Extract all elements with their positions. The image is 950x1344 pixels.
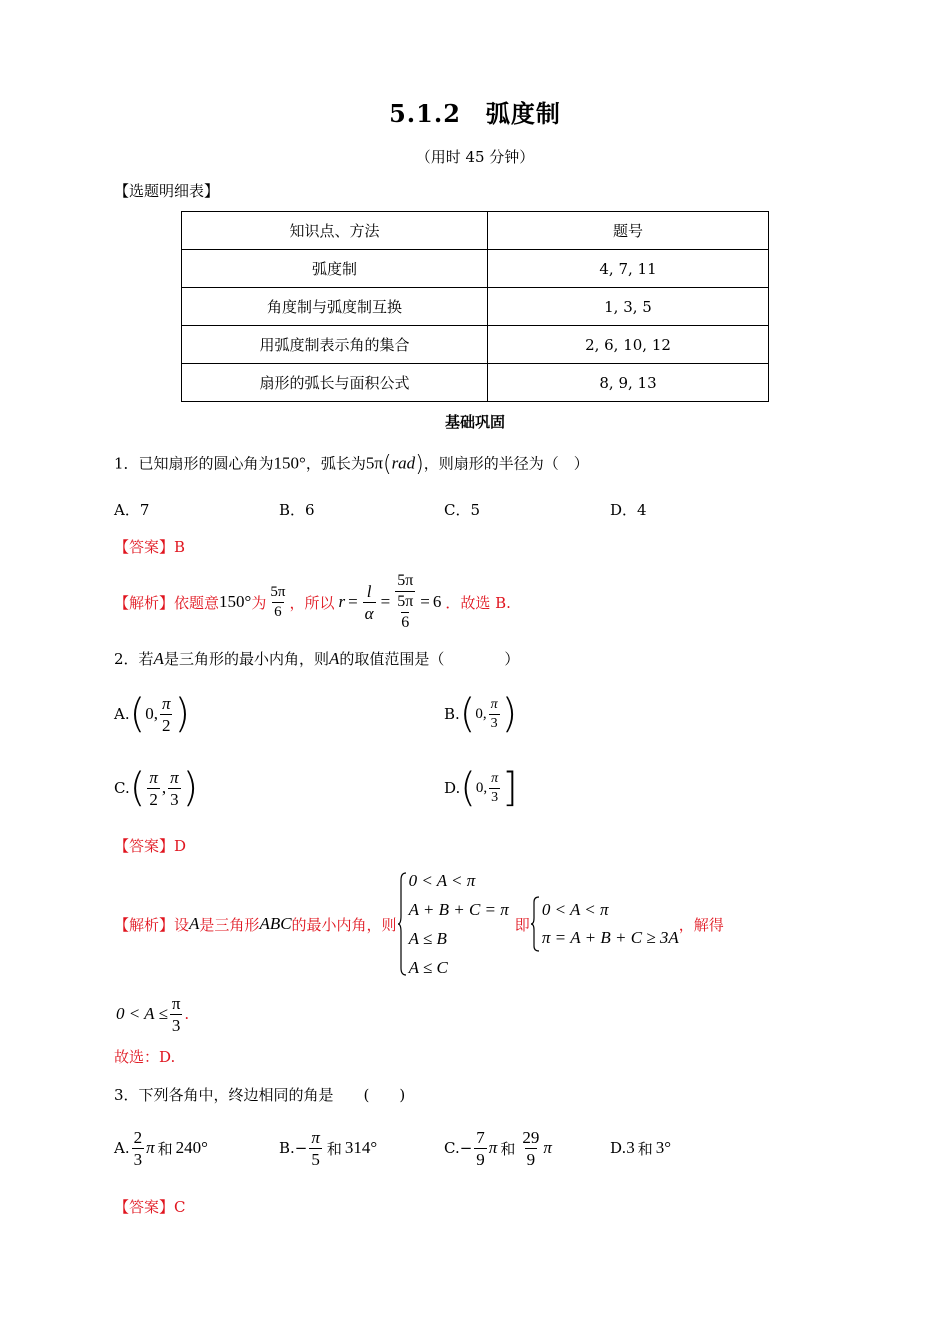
q3-option-b [279, 1124, 377, 1172]
q3-option-d [610, 1124, 671, 1172]
table-row [182, 250, 769, 288]
answer-value: D [174, 837, 187, 855]
q1-option-b: B．6 [279, 501, 315, 519]
option-label: B. [444, 705, 460, 723]
table-header-cell: 知识点、方法 [182, 212, 488, 250]
time-note: （用时 45 分钟） [415, 148, 535, 166]
q2-analysis-text: 设 [174, 915, 190, 934]
inner-numerator: 5π [397, 593, 414, 610]
table-cell: 2, 6, 10, 12 [488, 326, 769, 364]
q1-angle: 150° [273, 453, 306, 473]
table-header-cell: 题号 [488, 212, 769, 250]
answer-value: C [174, 1198, 186, 1216]
equals: = [420, 592, 430, 611]
numerator: 5π [397, 572, 414, 589]
q2-option-b: B. ( 0, $\frac{\pi}{3}$ ) [444, 691, 518, 737]
q3-option-c [444, 1124, 552, 1172]
q1-arc: 5π [365, 453, 383, 473]
numerator: π [170, 767, 179, 787]
option-label: A. [114, 705, 130, 723]
table-header-row [182, 212, 769, 250]
var-r: r [338, 592, 346, 611]
angle-degrees: 314° [344, 1138, 378, 1157]
inequality: A + B + C = π [408, 900, 509, 919]
numerator: π [491, 770, 499, 786]
conjunction: 和 [637, 1139, 653, 1158]
option-label: C.− [444, 1139, 473, 1157]
conjunction: 和 [500, 1139, 516, 1158]
denominator [395, 591, 415, 631]
system-of-inequalities-1 [397, 866, 509, 982]
conjunction: 和 [157, 1139, 173, 1158]
denominator: 3 [490, 715, 498, 731]
question-2-stem [114, 648, 519, 669]
question-1-stem: 1．已知扇形的圆心角为150°，弧长为5π(rad)，则扇形的半径为（ ） [114, 452, 589, 477]
fraction-l-alpha [363, 583, 376, 622]
fraction-pi-5 [309, 1129, 322, 1168]
inequality: 0 < A < π [541, 900, 609, 919]
table-cell: 角度制与弧度制互换 [182, 288, 488, 326]
denominator: 2 [149, 789, 158, 809]
denominator: 9 [526, 1149, 536, 1169]
fraction-5pi-6 [268, 585, 287, 620]
denominator: 2 [161, 715, 171, 735]
numerator: π [311, 1127, 320, 1147]
zero: 0, [475, 779, 488, 796]
option-label: A. [114, 1139, 130, 1157]
q2-analysis-text: 是三角形 [199, 915, 260, 934]
inequality: A ≤ C [408, 958, 448, 977]
q2-lead: 2．若 [114, 650, 154, 668]
q3-answer [114, 1196, 186, 1217]
angle-degrees: 240° [175, 1138, 208, 1157]
q2-option-c: C. ( $\frac{\pi}{2}$ , $\frac{\pi}{3}$ ) [114, 765, 199, 811]
q1-lead: 1．已知扇形的圆心角为 [114, 454, 274, 473]
pi-symbol: π [543, 1138, 552, 1157]
numerator: 5π [270, 583, 286, 600]
q1-tail: ，则扇形的半径为（ ） [423, 454, 589, 473]
denominator: 3 [171, 1015, 181, 1035]
numerator: l [366, 581, 372, 601]
q1-analysis-text: ，所以 [289, 593, 335, 612]
q2-conclusion: 故选：D. [114, 1048, 176, 1066]
q1-option-d: D．4 [610, 501, 647, 519]
angle-degrees: 3° [655, 1138, 672, 1157]
equals: = [380, 592, 391, 611]
denominator: 3 [170, 789, 179, 809]
q2-tail: 的取值范围是（ ） [339, 650, 520, 668]
topic-table [181, 211, 769, 402]
pi-symbol: π [146, 1138, 155, 1157]
answer-label: 【答案】 [114, 538, 175, 556]
var-ABC: ABC [259, 914, 292, 933]
table-cell: 弧度制 [182, 250, 488, 288]
table-cell: 1, 3, 5 [488, 288, 769, 326]
denominator: α [364, 603, 374, 623]
var-A: A [328, 649, 340, 668]
q2-mid: 是三角形的最小内角，则 [163, 650, 329, 668]
system-of-inequalities-2 [530, 896, 679, 952]
left-brace [530, 896, 540, 952]
q2-analysis-text: 即 [514, 915, 530, 934]
numerator: π [149, 767, 158, 787]
q2-result [116, 990, 189, 1038]
q1-analysis-text: 为 [251, 593, 267, 612]
numerator: 7 [476, 1127, 485, 1147]
q1-result: 6 [432, 592, 442, 611]
fraction-7-9 [474, 1129, 487, 1168]
q1-analysis-text: 依题意 [174, 593, 220, 612]
q2-option-a: A. ( 0, $\frac{\pi}{2}$ ) [114, 691, 191, 737]
section-heading-basics: 基础巩固 [444, 413, 505, 431]
q2-analysis-text: ，解得 [678, 915, 724, 934]
page-title: 5.1.2 弧度制 [389, 99, 561, 128]
q1-analysis [114, 566, 511, 638]
q2-answer [114, 835, 186, 856]
denominator: 5 [311, 1149, 320, 1169]
fraction-pi-2 [147, 769, 160, 808]
inequality: A ≤ B [408, 929, 447, 948]
fraction-pi-3 [489, 772, 500, 805]
q2-option-d: D. ( 0, $\frac{\pi}{3}$ ] [444, 765, 518, 811]
q1-option-a: A．7 [114, 501, 150, 519]
analysis-label: 【解析】 [114, 593, 175, 612]
inner-denominator: 6 [401, 614, 410, 631]
inequality: 0 < A < π [408, 871, 476, 890]
fraction-29-9 [520, 1129, 541, 1168]
numerator: π [490, 696, 498, 712]
table-cell: 扇形的弧长与面积公式 [182, 364, 488, 402]
fraction-pi-3 [168, 769, 181, 808]
table-row [182, 288, 769, 326]
q1-answer [114, 536, 185, 557]
period: . [184, 1005, 190, 1023]
table-cell: 用弧度制表示角的集合 [182, 326, 488, 364]
question-3-stem: 3．下列各角中，终边相同的角是 ( ) [114, 1086, 406, 1104]
compound-fraction [395, 573, 415, 631]
fraction-2-3 [132, 1129, 145, 1168]
table-cell: 8, 9, 13 [488, 364, 769, 402]
fraction-pi-3 [170, 995, 183, 1034]
table-cell: 4, 7, 11 [488, 250, 769, 288]
left-brace [397, 872, 407, 976]
option-label: D. [444, 779, 461, 797]
conjunction: 和 [326, 1139, 342, 1158]
numerator: π [171, 993, 181, 1013]
numerator: 29 [522, 1127, 540, 1147]
answer-value: B [174, 538, 186, 556]
zero: 0, [145, 704, 158, 723]
option-label: D. [610, 1139, 627, 1157]
analysis-label: 【解析】 [114, 915, 175, 934]
answer-label: 【答案】 [114, 1198, 175, 1216]
inequality: π = A + B + C ≥ 3A [541, 928, 679, 947]
section-label: 【选题明细表】 [114, 182, 220, 200]
equals: = [348, 592, 358, 611]
zero: 0, [475, 705, 487, 722]
result-inequality: 0 < A ≤ [116, 1004, 168, 1023]
q3-option-a [114, 1124, 208, 1172]
q1-rad: rad [391, 453, 416, 473]
table-row [182, 326, 769, 364]
number: 3 [626, 1138, 635, 1157]
var-A: A [153, 649, 164, 668]
numerator: 2 [133, 1127, 143, 1147]
q1-mid: ，弧长为 [305, 454, 366, 473]
pi-symbol: π [488, 1138, 498, 1157]
denominator: 9 [476, 1149, 485, 1169]
q1-analysis-angle: 150° [219, 592, 252, 611]
q1-analysis-text: ．故选 B. [445, 593, 511, 612]
fraction-pi-3 [489, 698, 500, 731]
denominator: 3 [491, 789, 499, 805]
q1-option-c: C．5 [444, 501, 481, 519]
q2-analysis-text: 的最小内角，则 [291, 915, 397, 934]
q2-analysis [114, 866, 724, 982]
denominator: 3 [133, 1149, 143, 1169]
numerator: π [161, 693, 171, 713]
option-label: B.− [279, 1139, 308, 1157]
answer-label: 【答案】 [114, 837, 175, 855]
option-label: C. [114, 779, 130, 797]
denominator: 6 [274, 603, 282, 620]
fraction-pi-2 [160, 695, 173, 734]
var-A: A [189, 914, 200, 933]
table-row [182, 364, 769, 402]
